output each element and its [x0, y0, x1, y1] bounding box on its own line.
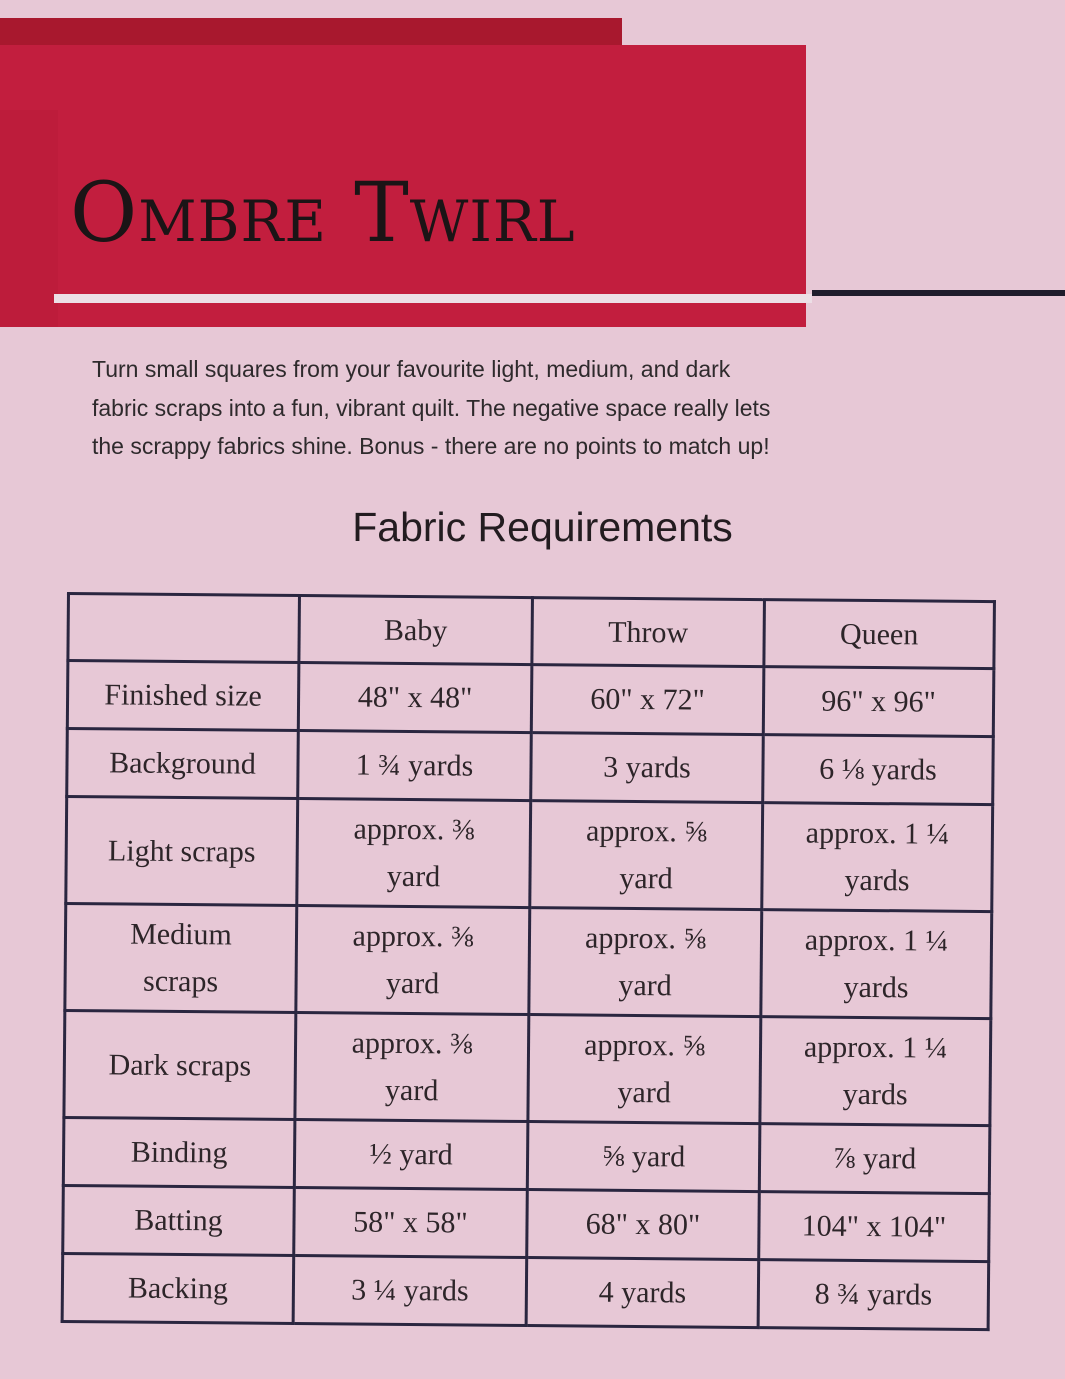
- cell-throw: [528, 1015, 761, 1124]
- cell-line: approx. ⅜: [353, 812, 475, 847]
- cell-line: approx. ⅝: [585, 814, 707, 849]
- header-cell-queen: Queen: [764, 600, 995, 669]
- table-row: [63, 1185, 990, 1261]
- row-label: Background: [67, 729, 299, 799]
- pattern-title: Ombre Twirl: [70, 166, 576, 261]
- table-row: [63, 1117, 990, 1193]
- cell-line: approx. ⅝: [584, 921, 707, 956]
- cell-baby: 3 ¼ yards: [293, 1256, 527, 1326]
- cell-baby: [295, 1013, 529, 1122]
- cell-line: Medium: [130, 917, 232, 952]
- row-label: Backing: [62, 1253, 294, 1323]
- header-cell-throw: Throw: [532, 598, 765, 667]
- title-underline: [54, 294, 812, 303]
- cell-line: yards: [842, 1077, 908, 1112]
- divider-rule: [812, 290, 1065, 296]
- intro-line: the scrappy fabrics shine. Bonus - there are no points to match up!: [92, 433, 770, 459]
- cell-baby: ½ yard: [294, 1120, 528, 1190]
- cell-line: approx. 1 ¼: [803, 1030, 948, 1065]
- cell-queen: ⅞ yard: [759, 1124, 990, 1194]
- cell-baby: 48" x 48": [298, 663, 532, 733]
- fabric-requirements-table: [61, 592, 996, 1331]
- table-header-row: [68, 594, 995, 669]
- row-label: Binding: [63, 1117, 295, 1187]
- cell-line: yards: [844, 863, 910, 898]
- cell-queen: [762, 803, 993, 912]
- cell-line: scraps: [142, 964, 219, 999]
- row-label: [65, 904, 297, 1013]
- table-row: [67, 661, 994, 737]
- cell-throw: [529, 908, 762, 1017]
- table-row: [67, 729, 994, 805]
- cell-queen: [761, 910, 992, 1019]
- cell-queen: [760, 1017, 991, 1126]
- cell-queen: 6 ⅛ yards: [763, 735, 994, 805]
- row-label: Batting: [63, 1185, 295, 1255]
- row-label: Dark scraps: [64, 1010, 296, 1119]
- cell-throw: 4 yards: [526, 1258, 759, 1328]
- cell-line: yard: [385, 966, 440, 1001]
- cell-baby: 58" x 58": [294, 1188, 528, 1258]
- header-cell-empty: [68, 594, 300, 663]
- cell-throw: 3 yards: [531, 733, 764, 803]
- cell-throw: 68" x 80": [527, 1190, 760, 1260]
- cell-line: yard: [384, 1073, 439, 1108]
- cell-baby: [297, 799, 531, 908]
- cell-queen: 96" x 96": [763, 667, 994, 737]
- cell-baby: 1 ¾ yards: [298, 731, 532, 801]
- table-row: [62, 1253, 989, 1329]
- cell-queen: 104" x 104": [759, 1192, 990, 1262]
- cell-throw: 60" x 72": [531, 665, 764, 735]
- cell-line: approx. ⅜: [351, 1026, 473, 1061]
- fabric-requirements-heading: Fabric Requirements: [352, 504, 733, 550]
- intro-line: fabric scraps into a fun, vibrant quilt. The negative space really lets: [92, 394, 771, 421]
- cell-line: yard: [618, 968, 672, 1003]
- cell-line: yards: [843, 970, 909, 1005]
- table-row: [65, 904, 992, 1019]
- intro-paragraph: [92, 350, 912, 466]
- cell-line: approx. ⅜: [352, 919, 474, 954]
- cell-queen: 8 ¾ yards: [758, 1260, 989, 1330]
- row-label: Light scraps: [66, 797, 298, 906]
- table-row: [64, 1010, 991, 1125]
- cell-line: approx. 1 ¼: [805, 816, 950, 851]
- cell-line: yard: [617, 1075, 671, 1110]
- cell-line: yard: [619, 861, 673, 896]
- cell-baby: [296, 906, 530, 1015]
- header-cell-baby: Baby: [299, 596, 533, 665]
- table-row: [66, 797, 993, 912]
- cell-throw: ⅝ yard: [527, 1122, 760, 1192]
- cell-line: approx. ⅝: [584, 1028, 706, 1063]
- header-band-left: [0, 110, 58, 327]
- cell-throw: [530, 801, 763, 910]
- cell-line: yard: [386, 859, 441, 894]
- intro-line: Turn small squares from your favourite light, medium, and dark: [92, 356, 731, 382]
- cell-line: approx. 1 ¼: [804, 923, 949, 958]
- row-label: Finished size: [67, 661, 299, 731]
